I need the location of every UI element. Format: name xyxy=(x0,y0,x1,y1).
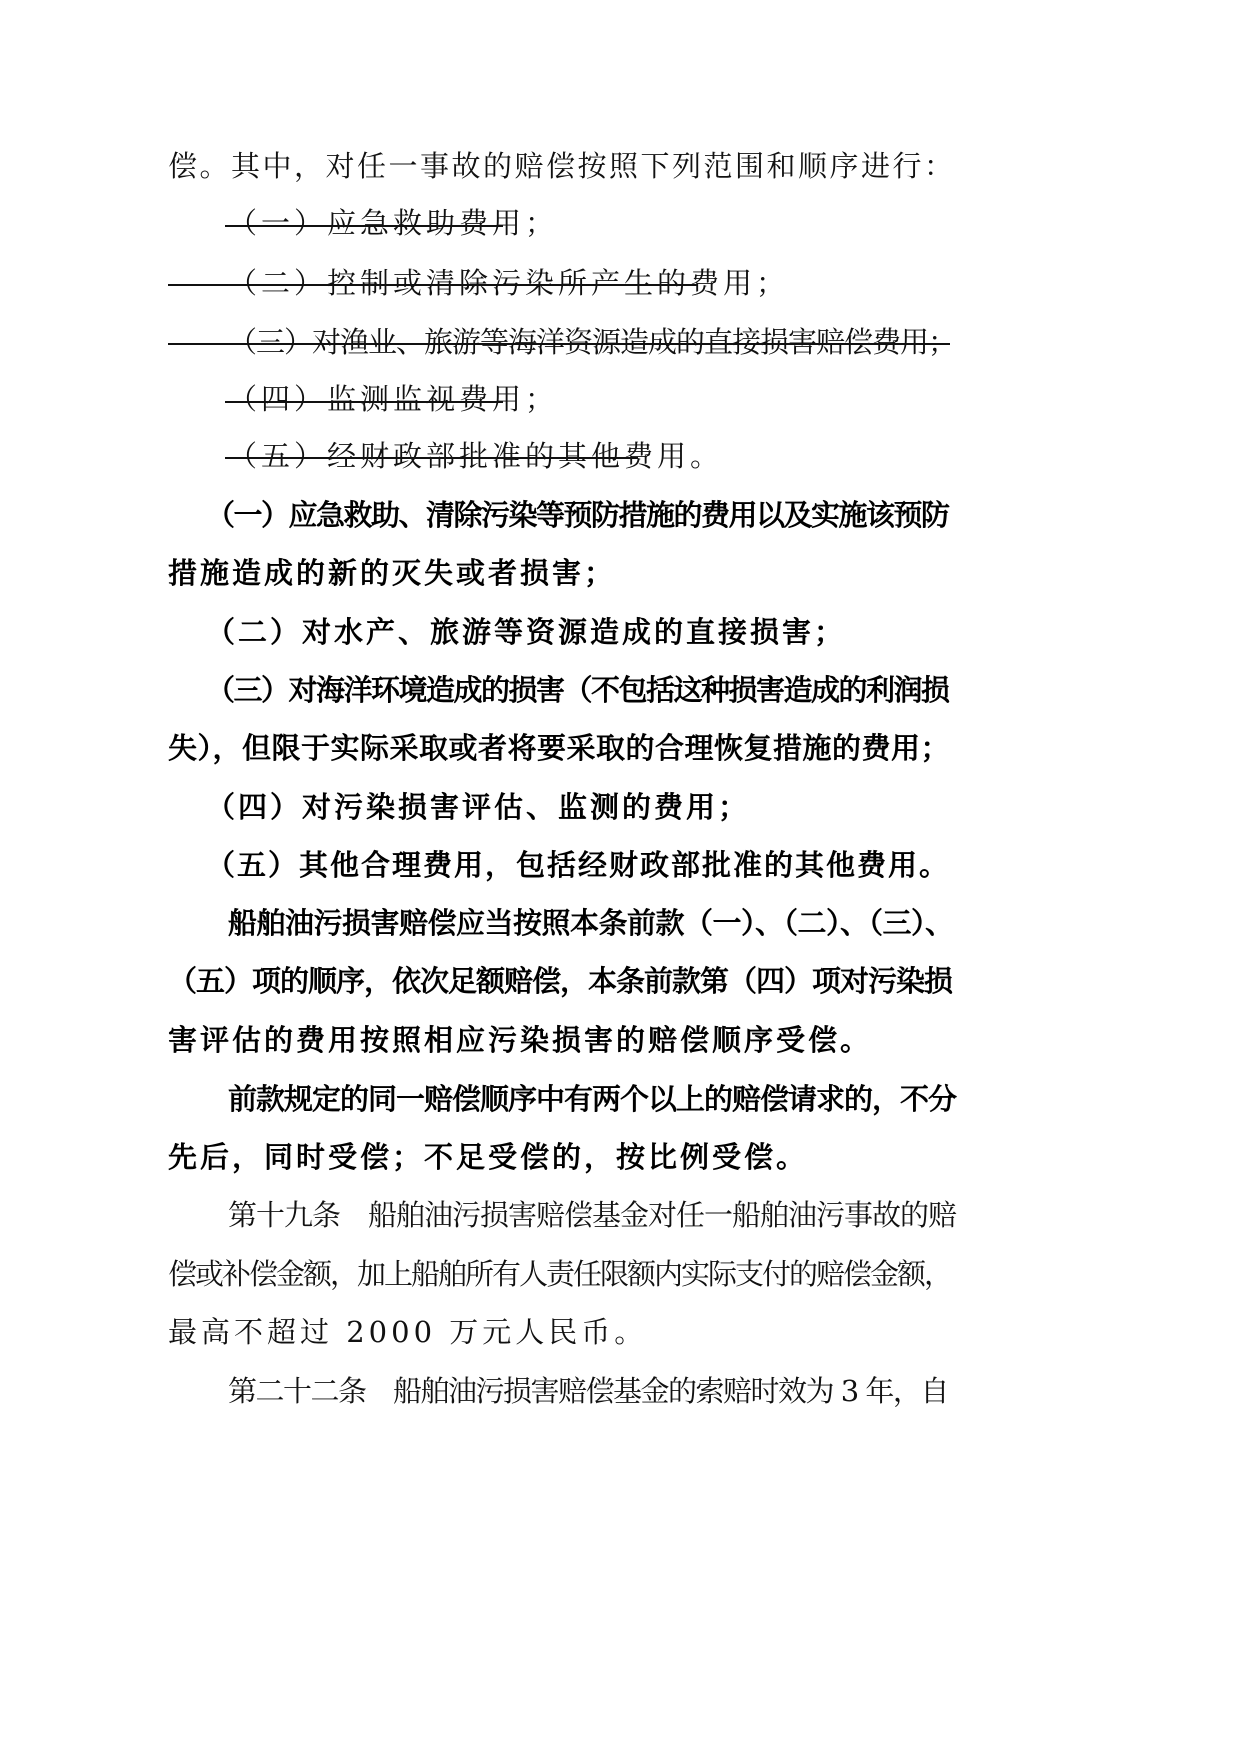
deleted-item-1: （一）应急救助费用； xyxy=(228,206,559,240)
strikethrough-mark xyxy=(168,284,698,286)
strikethrough-mark xyxy=(168,343,950,345)
inserted-paragraph-order: 船舶油污损害赔偿应当按照本条前款（一）、（二）、（三）、 xyxy=(228,906,954,940)
inserted-paragraph-proportion-continued: 先后，同时受偿；不足受偿的，按比例受偿。 xyxy=(168,1140,809,1174)
inserted-item-4: （四）对污染损害评估、监测的费用； xyxy=(206,790,751,824)
inserted-item-2: （二）对水产、旅游等资源造成的直接损害； xyxy=(206,615,847,649)
article-19-continued: 偿或补偿金额，加上船舶所有人责任限额内实际支付的赔偿金额， xyxy=(168,1257,952,1291)
inserted-paragraph-proportion: 前款规定的同一赔偿顺序中有两个以上的赔偿请求的，不分 xyxy=(228,1082,957,1116)
paragraph-line: 偿。其中，对任一事故的赔偿按照下列范围和顺序进行： xyxy=(168,149,956,183)
strikethrough-mark xyxy=(225,225,503,227)
strikethrough-mark xyxy=(225,457,638,459)
inserted-item-1-continued: 措施造成的新的灭失或者损害； xyxy=(168,556,617,590)
article-22: 第二十二条 船舶油污损害赔偿基金的索赔时效为 3 年，自 xyxy=(228,1374,948,1408)
strikethrough-mark xyxy=(225,401,503,403)
inserted-paragraph-order-continued: （五）项的顺序，依次足额赔偿，本条前款第（四）项对污染损 xyxy=(168,964,953,998)
deleted-item-3: （三）对渔业、旅游等海洋资源造成的直接损害赔偿费用； xyxy=(228,325,957,359)
article-19: 第十九条 船舶油污损害赔偿基金对任一船舶油污事故的赔 xyxy=(228,1198,957,1232)
article-19-continued: 最高不超过 2000 万元人民币。 xyxy=(168,1315,648,1349)
inserted-item-3-continued: 失），但限于实际采取或者将要采取的合理恢复措施的费用； xyxy=(168,731,951,765)
deleted-item-5: （五）经财政部批准的其他费用。 xyxy=(228,439,724,473)
inserted-paragraph-order-continued: 害评估的费用按照相应污染损害的赔偿顺序受偿。 xyxy=(168,1023,873,1057)
inserted-item-5: （五）其他合理费用，包括经财政部批准的其他费用。 xyxy=(206,848,951,882)
inserted-item-3: （三）对海洋环境造成的损害（不包括这种损害造成的利润损 xyxy=(206,673,949,707)
inserted-item-1: （一）应急救助、清除污染等预防措施的费用以及实施该预防 xyxy=(206,498,949,532)
deleted-item-4: （四）监测监视费用； xyxy=(228,382,559,416)
deleted-item-2: （二）控制或清除污染所产生的费用； xyxy=(228,266,790,300)
